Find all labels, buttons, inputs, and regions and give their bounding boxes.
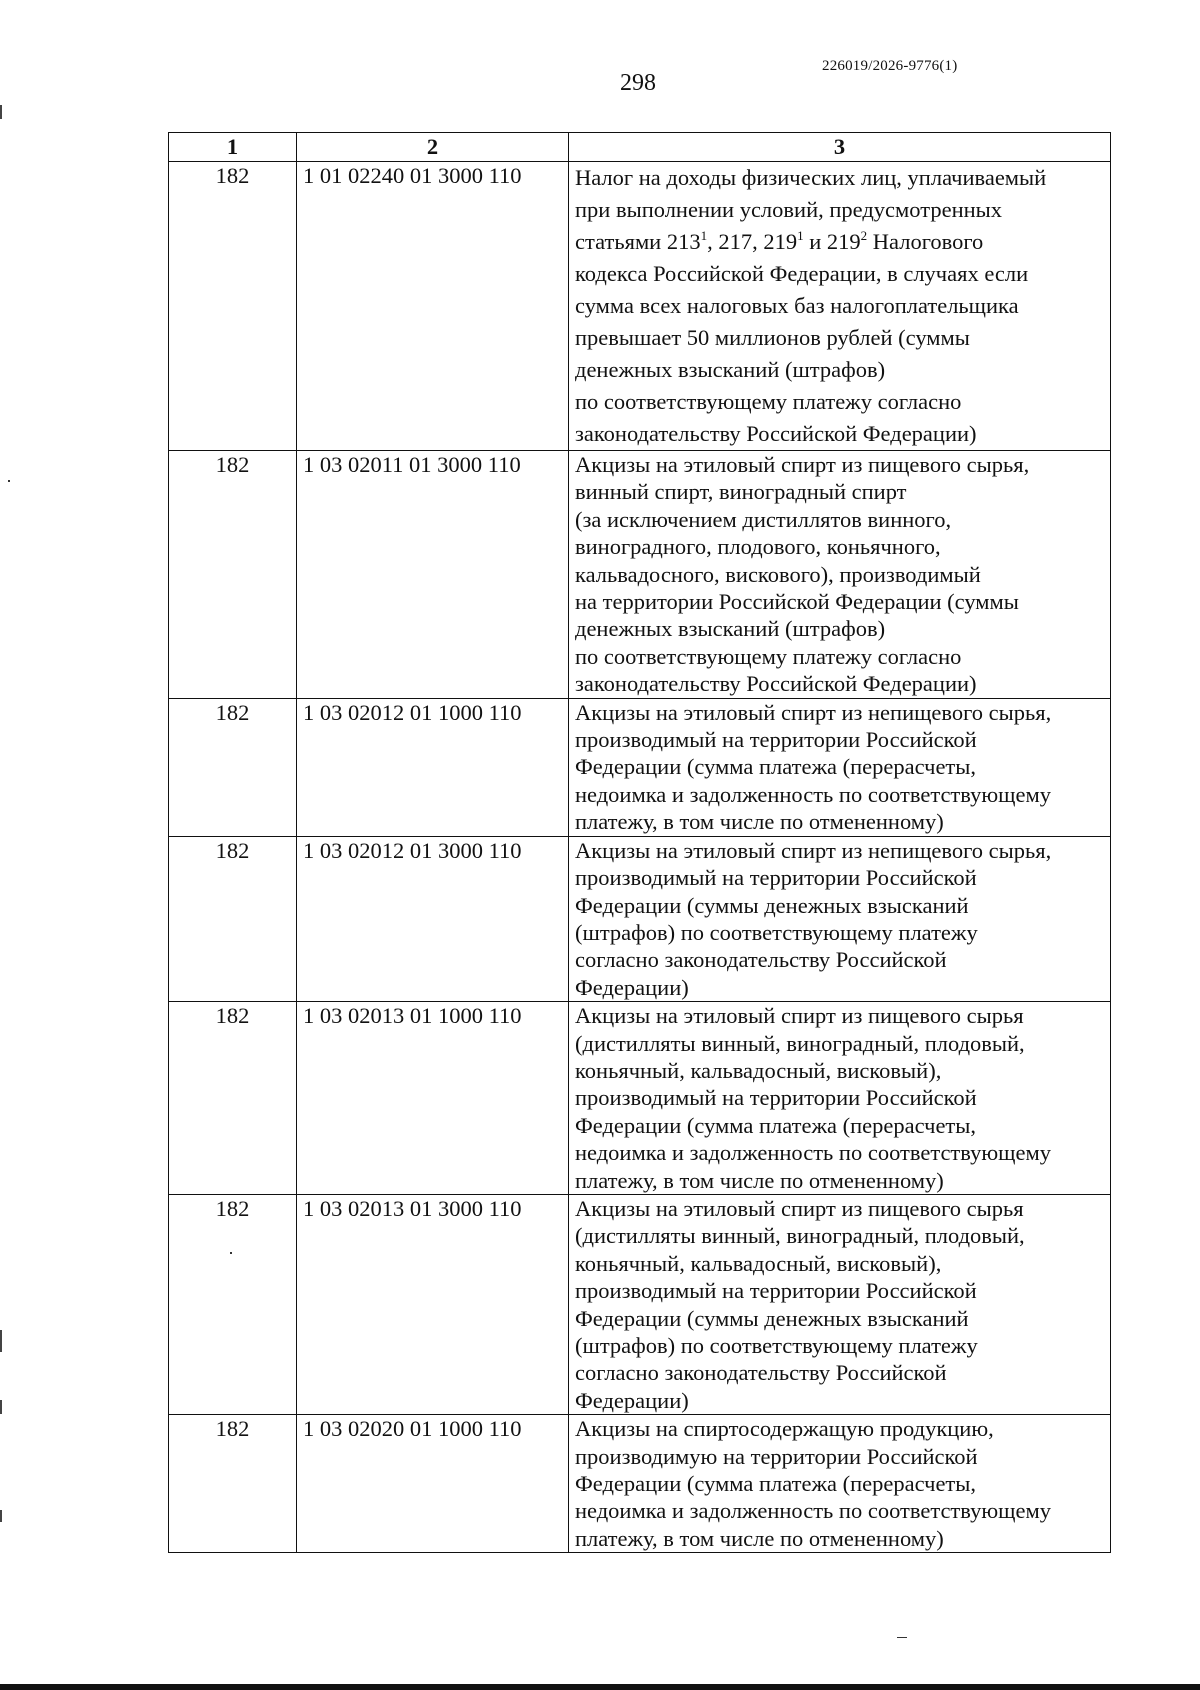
description-line: согласно законодательству Российской [575,1360,947,1386]
description-line: Федерации (суммы денежных взысканий [575,1305,969,1331]
description-line: на территории Российской Федерации (суммы [575,589,1019,615]
description-line: производимый на территории Российской [575,865,977,891]
description-line: при выполнении условий, предусмотренных [575,197,1003,222]
text-fragment: , 217, 219 [707,229,798,254]
bcc-code-cell: 1 03 02013 01 3000 110 [297,1194,569,1414]
page-number: 298 [620,70,656,96]
description-line: Акцизы на этиловый спирт из пищевого сырья [575,1003,1024,1029]
table-row [169,1194,1111,1414]
document-id: 226019/2026-9776(1) [822,58,958,74]
description-line: по соответствующему платежу согласно [575,643,962,669]
table-header-row [169,133,1111,162]
scan-speck [230,1252,232,1254]
description-cell [569,698,1111,836]
table-row [169,1002,1111,1195]
bcc-code-cell: 1 03 02013 01 1000 110 [297,1002,569,1195]
scan-edge-mark [0,1330,2,1352]
description-line: производимый на территории Российской [575,727,977,753]
superscript: 2 [860,228,868,243]
description-cell [569,162,1111,451]
bcc-code-cell: 1 03 02012 01 3000 110 [297,836,569,1001]
description-line: недоимка и задолженность по соответствующему [575,1140,1051,1166]
superscript: 1 [700,228,708,243]
description-line: (дистилляты винный, виноградный, плодовый, [575,1223,1025,1249]
description-line: денежных взысканий (штрафов) [575,357,886,382]
admin-code-cell: 182 [169,162,297,451]
description-line: денежных взысканий (штрафов) [575,616,886,642]
table-row [169,698,1111,836]
scan-edge-mark [0,105,2,119]
description-line: по соответствующему платежу согласно [575,389,962,414]
bcc-code-cell: 1 03 02012 01 1000 110 [297,698,569,836]
description-line: кальвадосного, вискового), производимый [575,561,981,587]
description-line: (за исключением дистиллятов винного, [575,506,952,532]
description-line: сумма всех налоговых баз налогоплательщика [575,293,1019,318]
budget-classification-table [168,132,1111,1553]
description-line: законодательству Российской Федерации) [575,671,977,697]
description-line: Федерации (суммы денежных взысканий [575,892,969,918]
description-line: платежу, в том числе по отмененному) [575,1167,944,1193]
admin-code-cell: 182 [169,836,297,1001]
scan-speck [8,480,10,482]
description-line: виноградного, плодового, коньячного, [575,534,941,560]
table-body [169,162,1111,1553]
description-line: Налог на доходы физических лиц, уплачиваемый [575,165,1047,190]
admin-code-cell: 182 [169,1002,297,1195]
text-fragment: и 219 [803,229,861,254]
description-line: Акцизы на этиловый спирт из пищевого сырья [575,1195,1024,1221]
table-row [169,162,1111,451]
bcc-code-cell: 1 03 02011 01 3000 110 [297,451,569,699]
description-line: платежу, в том числе по отмененному) [575,1525,944,1551]
column-header-3: 3 [569,133,1111,162]
bcc-code-cell: 1 01 02240 01 3000 110 [297,162,569,451]
description-line: Акцизы на спиртосодержащую продукцию, [575,1416,994,1442]
superscript: 1 [797,228,804,243]
description-line: коньячный, кальвадосный, висковый), [575,1057,942,1083]
description-line: Акцизы на этиловый спирт из непищевого сырья, [575,699,1052,725]
scan-speck [897,1637,907,1638]
description-line: Акцизы на этиловый спирт из пищевого сырья, [575,452,1030,477]
description-cell [569,1415,1111,1553]
table-row [169,836,1111,1001]
description-line: согласно законодательству Российской [575,947,947,973]
description-line [575,226,1104,258]
description-line: коньячный, кальвадосный, висковый), [575,1250,942,1276]
scan-edge-mark [0,1510,2,1522]
admin-code-cell: 182 [169,1194,297,1414]
description-line: Акцизы на этиловый спирт из непищевого сырья, [575,837,1052,863]
description-line: Федерации (сумма платежа (перерасчеты, [575,1471,977,1497]
scan-bottom-border [0,1684,1200,1690]
description-cell [569,836,1111,1001]
description-line: платежу, в том числе по отмененному) [575,809,944,835]
bcc-code-cell: 1 03 02020 01 1000 110 [297,1415,569,1553]
description-line: Федерации (сумма платежа (перерасчеты, [575,754,977,780]
description-line: винный спирт, виноградный спирт [575,479,907,505]
admin-code-cell: 182 [169,698,297,836]
scan-edge-mark [0,1400,2,1414]
text-fragment: Налогового [867,229,984,254]
table-row [169,1415,1111,1553]
admin-code-cell: 182 [169,1415,297,1553]
description-line: (штрафов) по соответствующему платежу [575,1333,978,1358]
text-fragment: статьями 213 [575,229,701,254]
description-cell [569,1002,1111,1195]
description-line: Федерации (сумма платежа (перерасчеты, [575,1112,977,1138]
description-line: производимую на территории Российской [575,1443,978,1469]
description-line: (дистилляты винный, виноградный, плодовый, [575,1030,1025,1056]
description-line: кодекса Российской Федерации, в случаях если [575,261,1029,286]
description-cell [569,1194,1111,1414]
description-cell [569,451,1111,699]
description-line: Федерации) [575,974,689,1000]
column-header-1: 1 [169,133,297,162]
description-line: недоимка и задолженность по соответствующему [575,1498,1051,1524]
column-header-2: 2 [297,133,569,162]
description-line: (штрафов) по соответствующему платежу [575,919,978,945]
description-line: производимый на территории Российской [575,1278,977,1304]
description-line: превышает 50 миллионов рублей (суммы [575,325,970,350]
admin-code-cell: 182 [169,451,297,699]
description-line: производимый на территории Российской [575,1085,977,1111]
description-line: недоимка и задолженность по соответствующему [575,781,1051,807]
description-line: законодательству Российской Федерации) [575,421,977,446]
description-line: Федерации) [575,1387,689,1413]
table-row [169,451,1111,699]
